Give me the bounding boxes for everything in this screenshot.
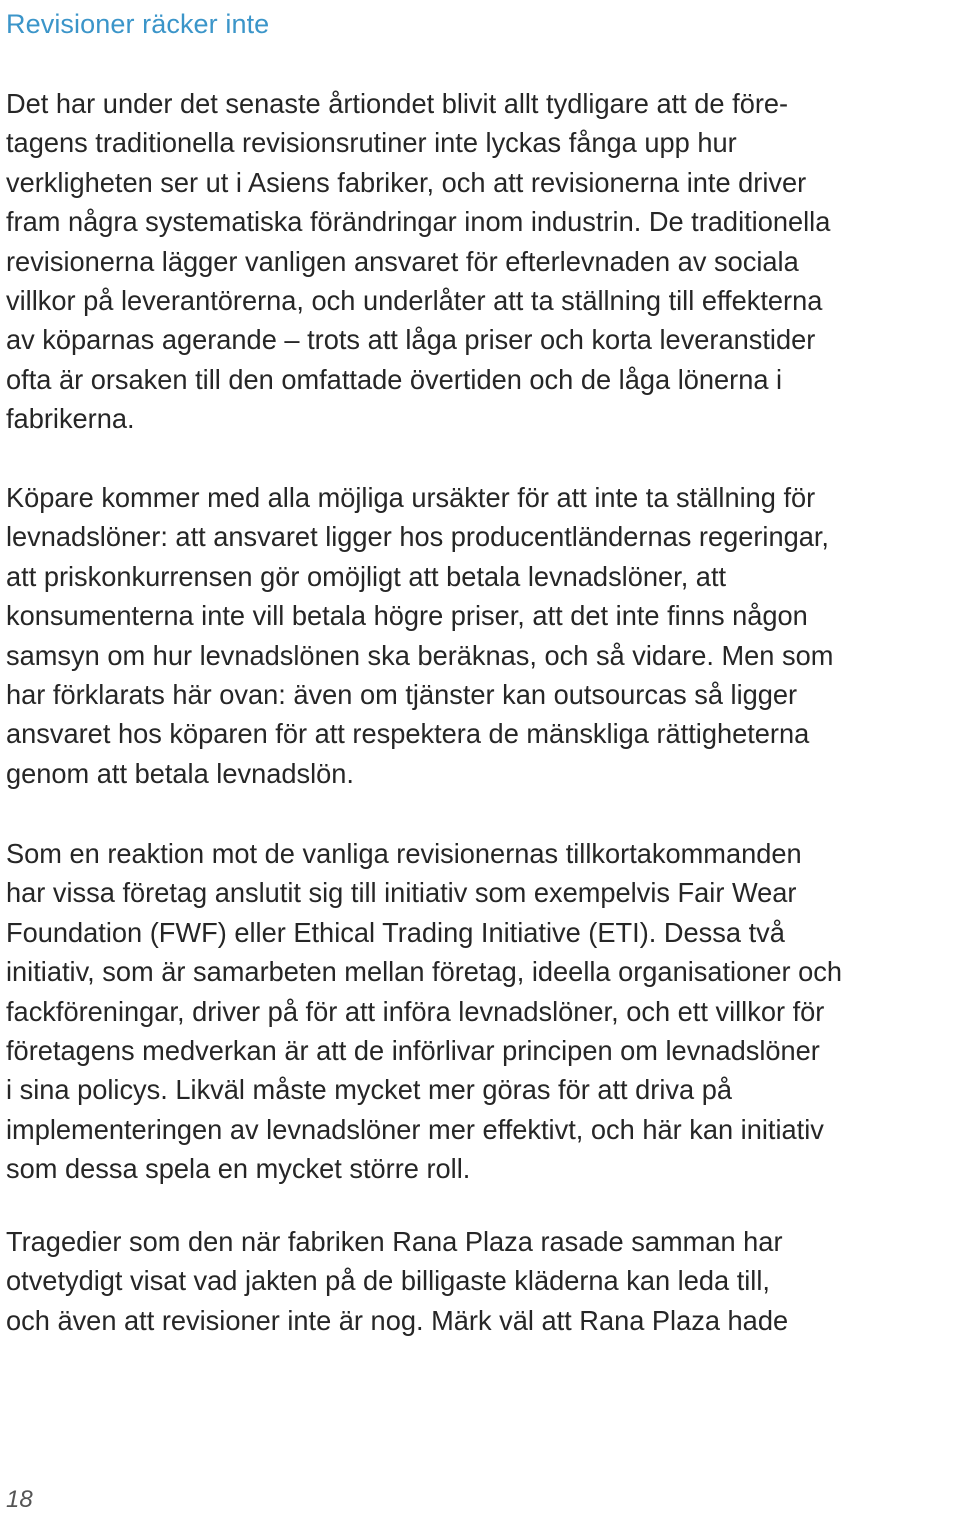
text-line: har vissa företag anslutit sig till initiativ som exempelvis Fair Wear: [6, 877, 797, 909]
text-line: verkligheten ser ut i Asiens fabriker, och att revisionerna inte driver: [6, 166, 807, 198]
page-number: 18: [6, 1486, 33, 1513]
text-line: företagens medverkan är att de införlivar principen om levnadslöner: [6, 1034, 820, 1066]
paragraph-3: [6, 834, 960, 1189]
text-line: fabrikerna.: [6, 403, 135, 435]
text-line: att priskonkurrensen gör omöjligt att betala levnadslöner, att: [6, 560, 727, 592]
paragraph-4: [6, 1222, 960, 1340]
text-line: initiativ, som är samarbeten mellan företag, ideella organisationer och: [6, 956, 843, 988]
paragraph-1: [6, 84, 960, 439]
text-line: som dessa spela en mycket större roll.: [6, 1153, 471, 1185]
text-line: tagens traditionella revisionsrutiner inte lyckas fånga upp hur: [6, 127, 737, 159]
text-line: i sina policys. Likväl måste mycket mer göras för att driva på: [6, 1074, 732, 1106]
text-line: konsumenterna inte vill betala högre priser, att det inte finns någon: [6, 600, 808, 632]
text-line: implementeringen av levnadslöner mer effektivt, och här kan initiativ: [6, 1113, 824, 1145]
text-line: otvetydigt visat vad jakten på de billigaste kläderna kan leda till,: [6, 1265, 770, 1297]
paragraph-2: [6, 478, 960, 793]
text-line: fackföreningar, driver på för att införa levnadslöner, och ett villkor för: [6, 995, 825, 1027]
text-line: ofta är orsaken till den omfattade övertiden och de låga lönerna i: [6, 363, 783, 395]
text-line: Det har under det senaste årtiondet blivit allt tydligare att de före-: [6, 88, 789, 119]
text-line: ansvaret hos köparen för att respektera de mänskliga rättigheterna: [6, 718, 810, 750]
text-line: Tragedier som den när fabriken Rana Plaza rasade samman har: [6, 1226, 783, 1257]
text-line: fram några systematiska förändringar inom industrin. De traditionella: [6, 206, 831, 238]
section-heading: Revisioner räcker inte: [6, 9, 270, 39]
text-line: samsyn om hur levnadslönen ska beräknas, och så vidare. Men som: [6, 639, 834, 671]
text-line: levnadslöner: att ansvaret ligger hos producentländernas regeringar,: [6, 521, 829, 553]
text-line: av köparnas agerande – trots att låga priser och korta leveranstider: [6, 324, 816, 356]
text-line: revisionerna lägger vanligen ansvaret för efterlevnaden av sociala: [6, 245, 799, 277]
text-line: genom att betala levnadslön.: [6, 757, 354, 789]
text-line: har förklarats här ovan: även om tjänster kan outsourcas så ligger: [6, 678, 798, 710]
text-line: villkor på leverantörerna, och underlåter att ta ställning till effekterna: [6, 284, 823, 316]
text-line: och även att revisioner inte är nog. Märk väl att Rana Plaza hade: [6, 1304, 789, 1336]
text-line: Foundation (FWF) eller Ethical Trading Initiative (ETI). Dessa två: [6, 916, 785, 948]
text-line: Som en reaktion mot de vanliga revisionernas tillkortakommanden: [6, 838, 802, 869]
text-line: Köpare kommer med alla möjliga ursäkter för att inte ta ställning för: [6, 482, 816, 513]
